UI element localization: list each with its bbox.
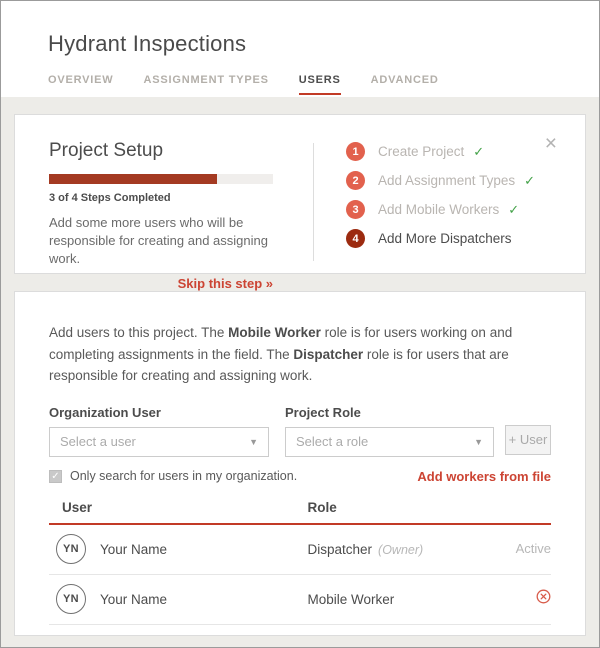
status-badge: Active: [515, 541, 551, 557]
tab-assignment-types[interactable]: ASSIGNMENT TYPES: [143, 74, 269, 86]
chevron-down-icon: ▼: [474, 436, 483, 447]
step-add-assignment-types: [346, 171, 551, 190]
user-role: Mobile Worker: [307, 591, 395, 607]
user-name: Your Name: [100, 541, 168, 557]
add-workers-from-file-link[interactable]: Add workers from file: [417, 468, 551, 484]
table-header: [49, 500, 551, 525]
setup-summary: [49, 140, 273, 291]
chevron-down-icon: ▼: [249, 436, 258, 447]
step-number-badge: 3: [346, 200, 365, 219]
progress-bar: [49, 174, 273, 184]
project-role-select[interactable]: [285, 427, 494, 457]
checkbox-checked-icon[interactable]: ✓: [49, 470, 62, 483]
step-create-project: [346, 142, 551, 161]
progress-label: 3 of 4 Steps Completed: [49, 192, 171, 204]
tab-bar: [48, 74, 599, 95]
avatar: YN: [56, 584, 86, 614]
tab-users[interactable]: USERS: [299, 74, 341, 95]
column-header-status: [479, 500, 551, 515]
users-table: [49, 500, 551, 625]
tab-overview[interactable]: OVERVIEW: [48, 74, 114, 86]
select-placeholder: Select a user: [60, 434, 136, 450]
close-icon[interactable]: ×: [544, 132, 557, 155]
column-header-user: User: [62, 499, 93, 515]
organization-user-field: [49, 405, 269, 457]
add-user-form: [49, 405, 551, 457]
step-label: Add Assignment Types: [378, 173, 516, 188]
project-role-field: [269, 405, 494, 457]
step-add-mobile-workers: [346, 200, 551, 219]
intro-bold-dispatcher: Dispatcher: [293, 346, 364, 362]
avatar: YN: [56, 534, 86, 564]
step-number-badge: 2: [346, 171, 365, 190]
intro-text: Add users to this project. The: [49, 325, 229, 340]
table-row: [49, 525, 551, 575]
setup-title: Project Setup: [49, 140, 164, 161]
options-row: [49, 469, 551, 484]
step-label: Add Mobile Workers: [378, 202, 500, 217]
organization-user-select[interactable]: [49, 427, 269, 457]
column-header-role: Role: [307, 499, 337, 515]
step-label: Add More Dispatchers: [378, 231, 512, 246]
organization-user-label: Organization User: [49, 404, 161, 420]
select-placeholder: Select a role: [296, 434, 369, 450]
step-number-badge: 1: [346, 142, 365, 161]
intro-bold-mobile-worker: Mobile Worker: [228, 325, 321, 340]
user-name: Your Name: [100, 591, 168, 607]
role-owner-suffix: (Owner): [378, 542, 424, 557]
users-intro-text: [49, 322, 551, 387]
page-body: [1, 97, 599, 636]
remove-user-icon[interactable]: [536, 589, 551, 604]
users-panel: [14, 291, 586, 636]
project-setup-panel: [14, 114, 586, 291]
skip-step-link[interactable]: Skip this step »: [177, 275, 273, 291]
checkbox-label: Only search for users in my organization.: [70, 469, 298, 484]
org-only-checkbox-wrap[interactable]: [49, 469, 297, 483]
step-number-badge: 4: [346, 229, 365, 248]
progress-bar-fill: [49, 174, 217, 184]
step-add-more-dispatchers: [346, 229, 551, 248]
check-icon: ✓: [508, 201, 520, 217]
add-user-button[interactable]: + User: [505, 425, 551, 455]
setup-steps-list: [314, 140, 551, 273]
intro-text: role is for users that are responsible for creating and assigning work.: [49, 346, 509, 384]
check-icon: ✓: [473, 143, 485, 159]
tab-advanced[interactable]: ADVANCED: [370, 74, 439, 86]
project-role-label: Project Role: [285, 404, 361, 420]
table-row: [49, 575, 551, 625]
check-icon: ✓: [524, 172, 535, 188]
page-title: Hydrant Inspections: [48, 31, 247, 56]
step-label: Create Project: [378, 144, 465, 159]
user-role: Dispatcher: [307, 541, 373, 557]
page-header: [1, 1, 599, 97]
intro-text: role is for users working on and completing assignments in the field. The: [49, 325, 513, 362]
setup-description: Add some more users who will be responsible for creating and assigning work.: [49, 215, 268, 267]
